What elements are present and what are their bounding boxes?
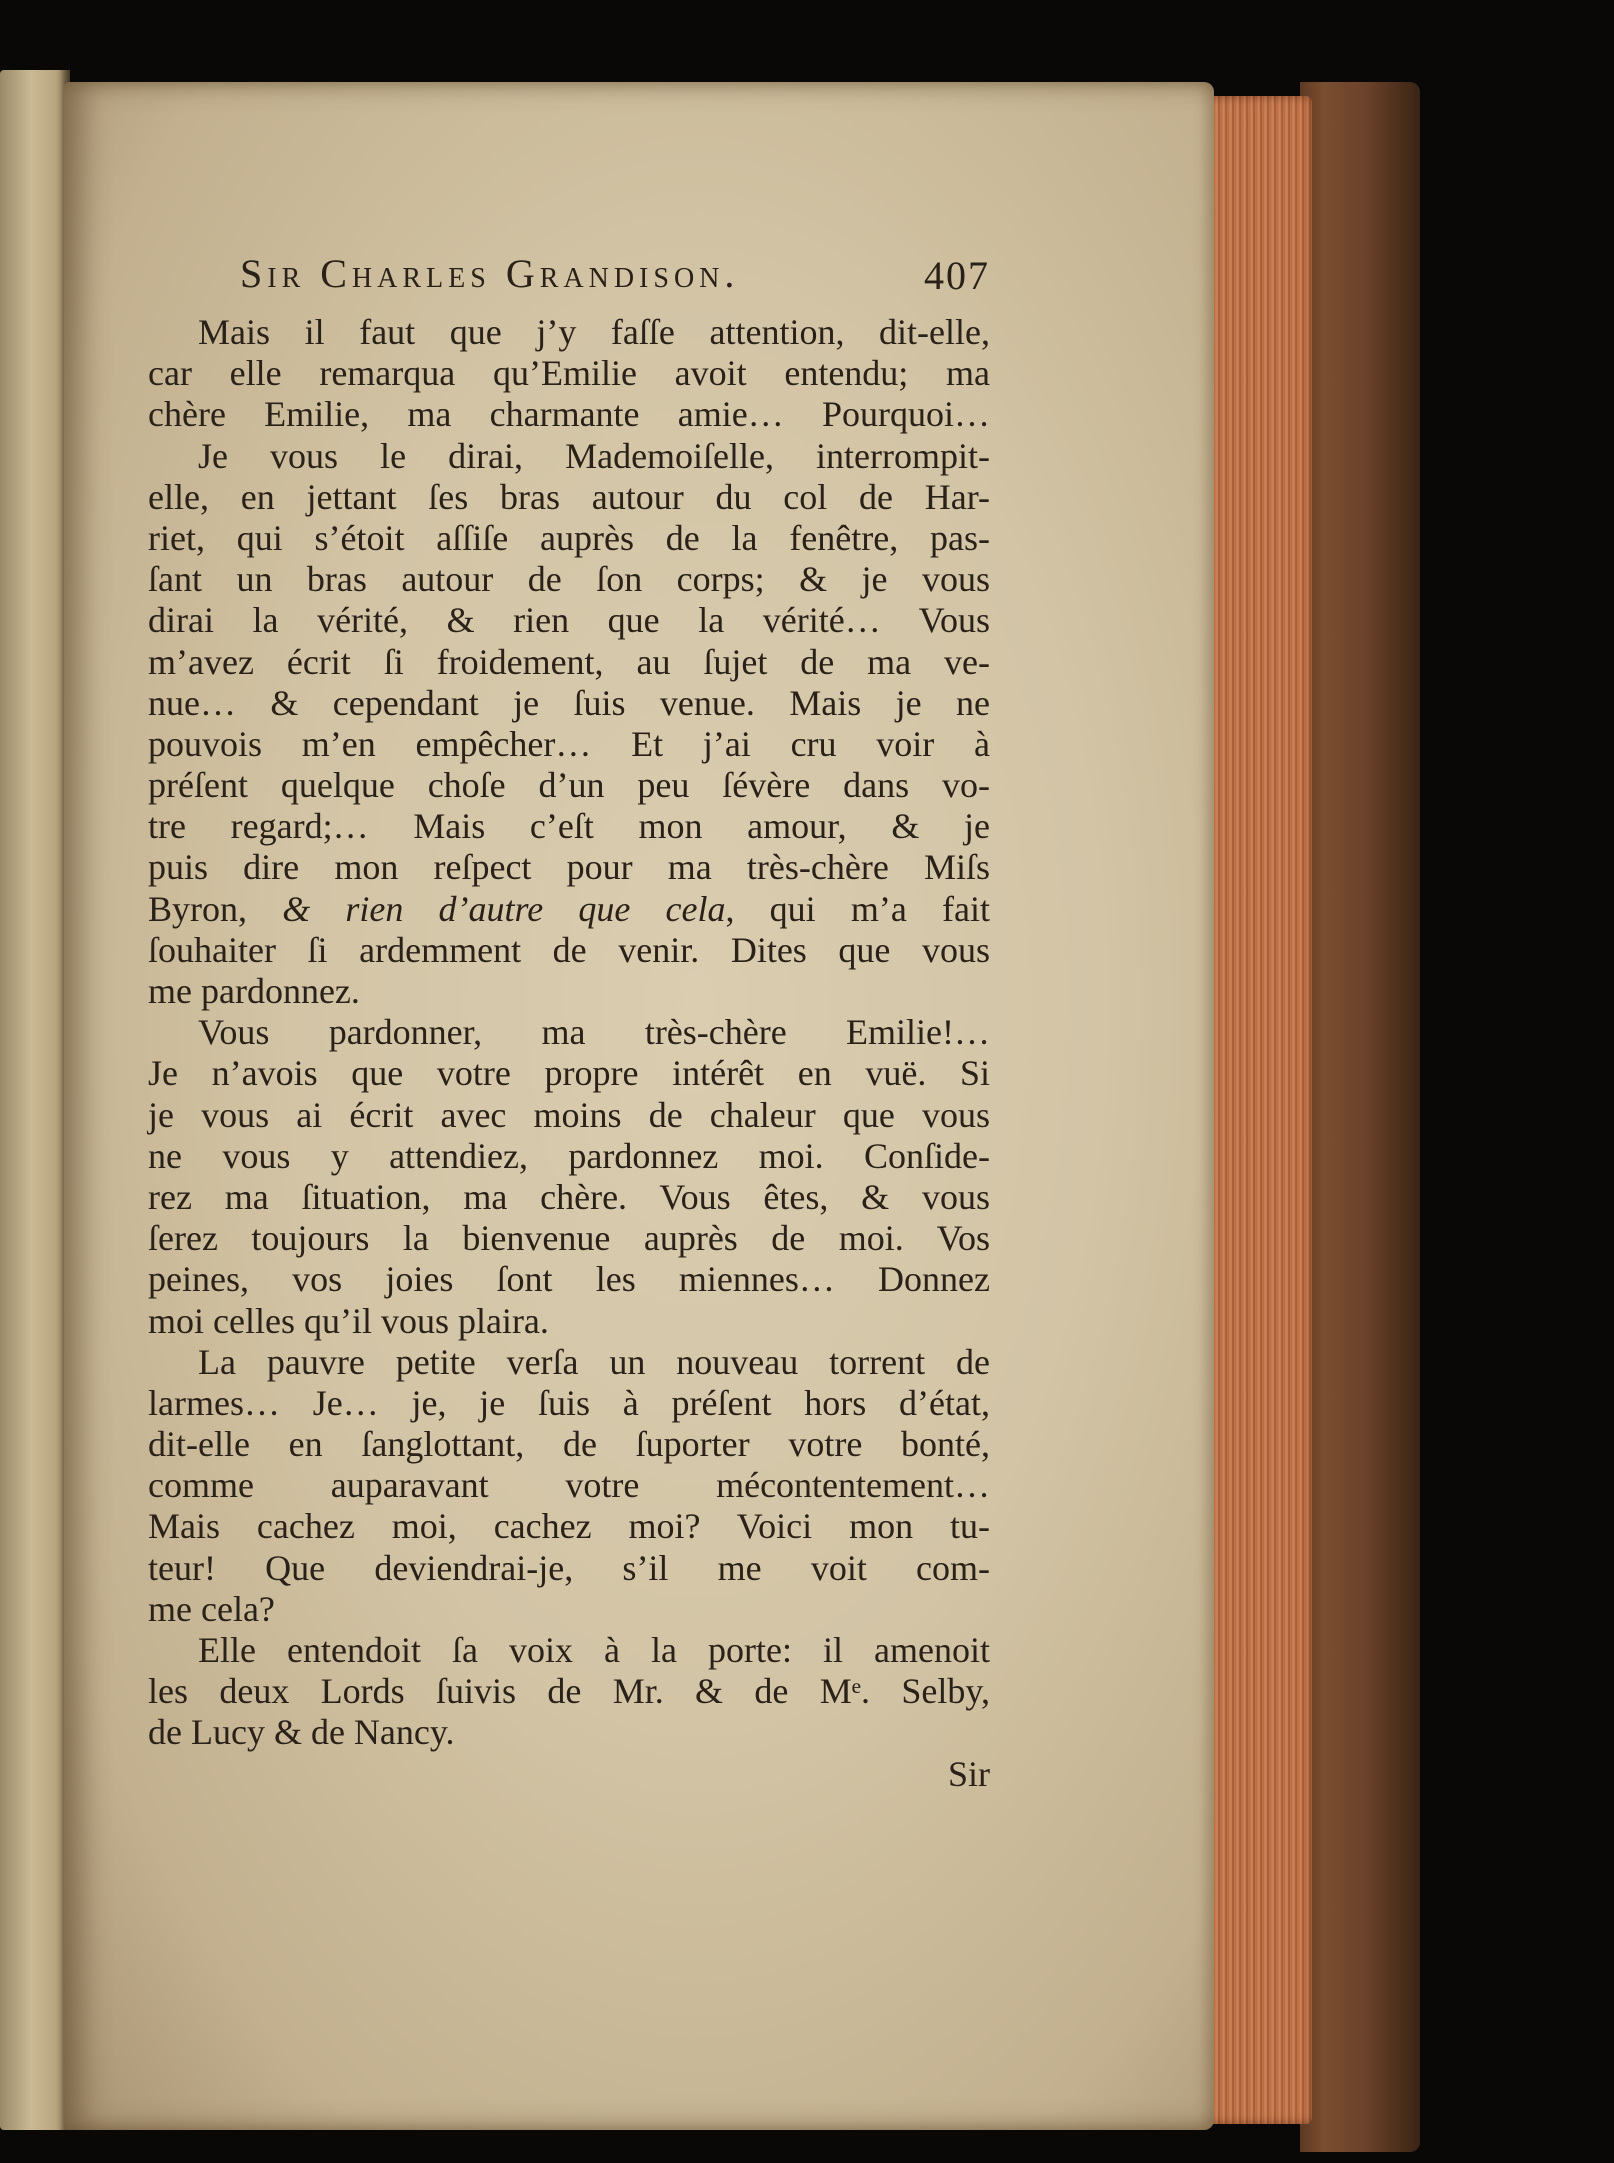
text-line: Elle entendoit ſa voix à la porte: il amenoit [198, 1630, 990, 1670]
text-line: teur! Que deviendrai-je, s’il me voit com- [148, 1547, 990, 1588]
italic-phrase: & rien d’autre que cela [282, 888, 726, 929]
text-line: rez ma ſituation, ma chère. Vous êtes, & vous [148, 1176, 990, 1217]
text-line: me cela? [148, 1588, 275, 1629]
catchword-text: Sir [947, 1753, 990, 1794]
text-line: elle, en jettant ſes bras autour du col de Har- [148, 476, 990, 517]
text-line: Byron, & rien d’autre que cela, qui m’a fait [148, 888, 990, 929]
facing-page-edge [0, 70, 70, 2130]
text-line: car elle remarqua qu’Emilie avoit entendu; ma [148, 353, 990, 394]
catchword [148, 1754, 990, 1794]
text-line: je vous ai écrit avec moins de chaleur que vous [148, 1094, 990, 1135]
text-line: me pardonnez. [148, 971, 360, 1011]
page-text-block [148, 248, 990, 1794]
book-cover-board [1300, 82, 1420, 2152]
text-line: ſant un bras autour de ſon corps; & je vous [148, 559, 990, 600]
text-line: m’avez écrit ſi froidement, au ſujet de ma ve- [148, 641, 990, 682]
body-text [148, 312, 990, 1754]
running-head [148, 248, 990, 312]
text-line: larmes… Je… je, je ſuis à préſent hors d’état, [148, 1382, 990, 1423]
text-line: Vous pardonner, ma très-chère Emilie!… [198, 1012, 990, 1053]
text-line: Mais cachez moi, cachez moi? Voici mon tu- [148, 1506, 990, 1547]
text-line: La pauvre petite verſa un nouveau torrent de [198, 1341, 990, 1382]
text-line: de Lucy & de Nancy. [148, 1712, 455, 1753]
text-line: Je vous le dirai, Mademoiſelle, interrompit- [198, 435, 990, 476]
text-line: ſerez toujours la bienvenue auprès de moi. Vos [148, 1218, 990, 1259]
text-line: comme auparavant votre mécontentement… [148, 1465, 990, 1506]
text-line: riet, qui s’étoit aſſiſe auprès de la fenêtre, pas- [148, 517, 990, 558]
text-line: pouvois m’en empêcher… Et j’ai cru voir à [148, 723, 990, 764]
text-line: dit-elle en ſanglottant, de ſuporter votre bonté, [148, 1424, 990, 1465]
text-line: Mais il faut que j’y faſſe attention, dit-elle, [198, 312, 990, 352]
text-line: ne vous y attendiez, pardonnez moi. Conſide- [148, 1135, 990, 1176]
text-line: tre regard;… Mais c’eſt mon amour, & je [148, 806, 990, 847]
text-line: puis dire mon reſpect pour ma très-chère Miſs [148, 847, 990, 888]
text-line: Je n’avois que votre propre intérêt en vuë. Si [148, 1053, 990, 1094]
text-line: dirai la vérité, & rien que la vérité… Vous [148, 600, 990, 641]
text-line: chère Emilie, ma charmante amie… Pourquoi… [148, 394, 990, 435]
page-fore-edge [1200, 96, 1312, 2124]
text-line: ſouhaiter ſi ardemment de venir. Dites que vous [148, 929, 990, 970]
text-line: peines, vos joies ſont les miennes… Donnez [148, 1259, 990, 1300]
running-head-title: Sir Charles Grandison. [240, 251, 740, 296]
text-line: nue… & cependant je ſuis venue. Mais je ne [148, 682, 990, 723]
page-number: 407 [924, 253, 990, 298]
text-line: moi celles qu’il vous plaira. [148, 1300, 549, 1341]
text-line: préſent quelque choſe d’un peu ſévère dans vo- [148, 765, 990, 806]
text-line: les deux Lords ſuivis de Mr. & de Mᵉ. Selby, [148, 1671, 990, 1712]
